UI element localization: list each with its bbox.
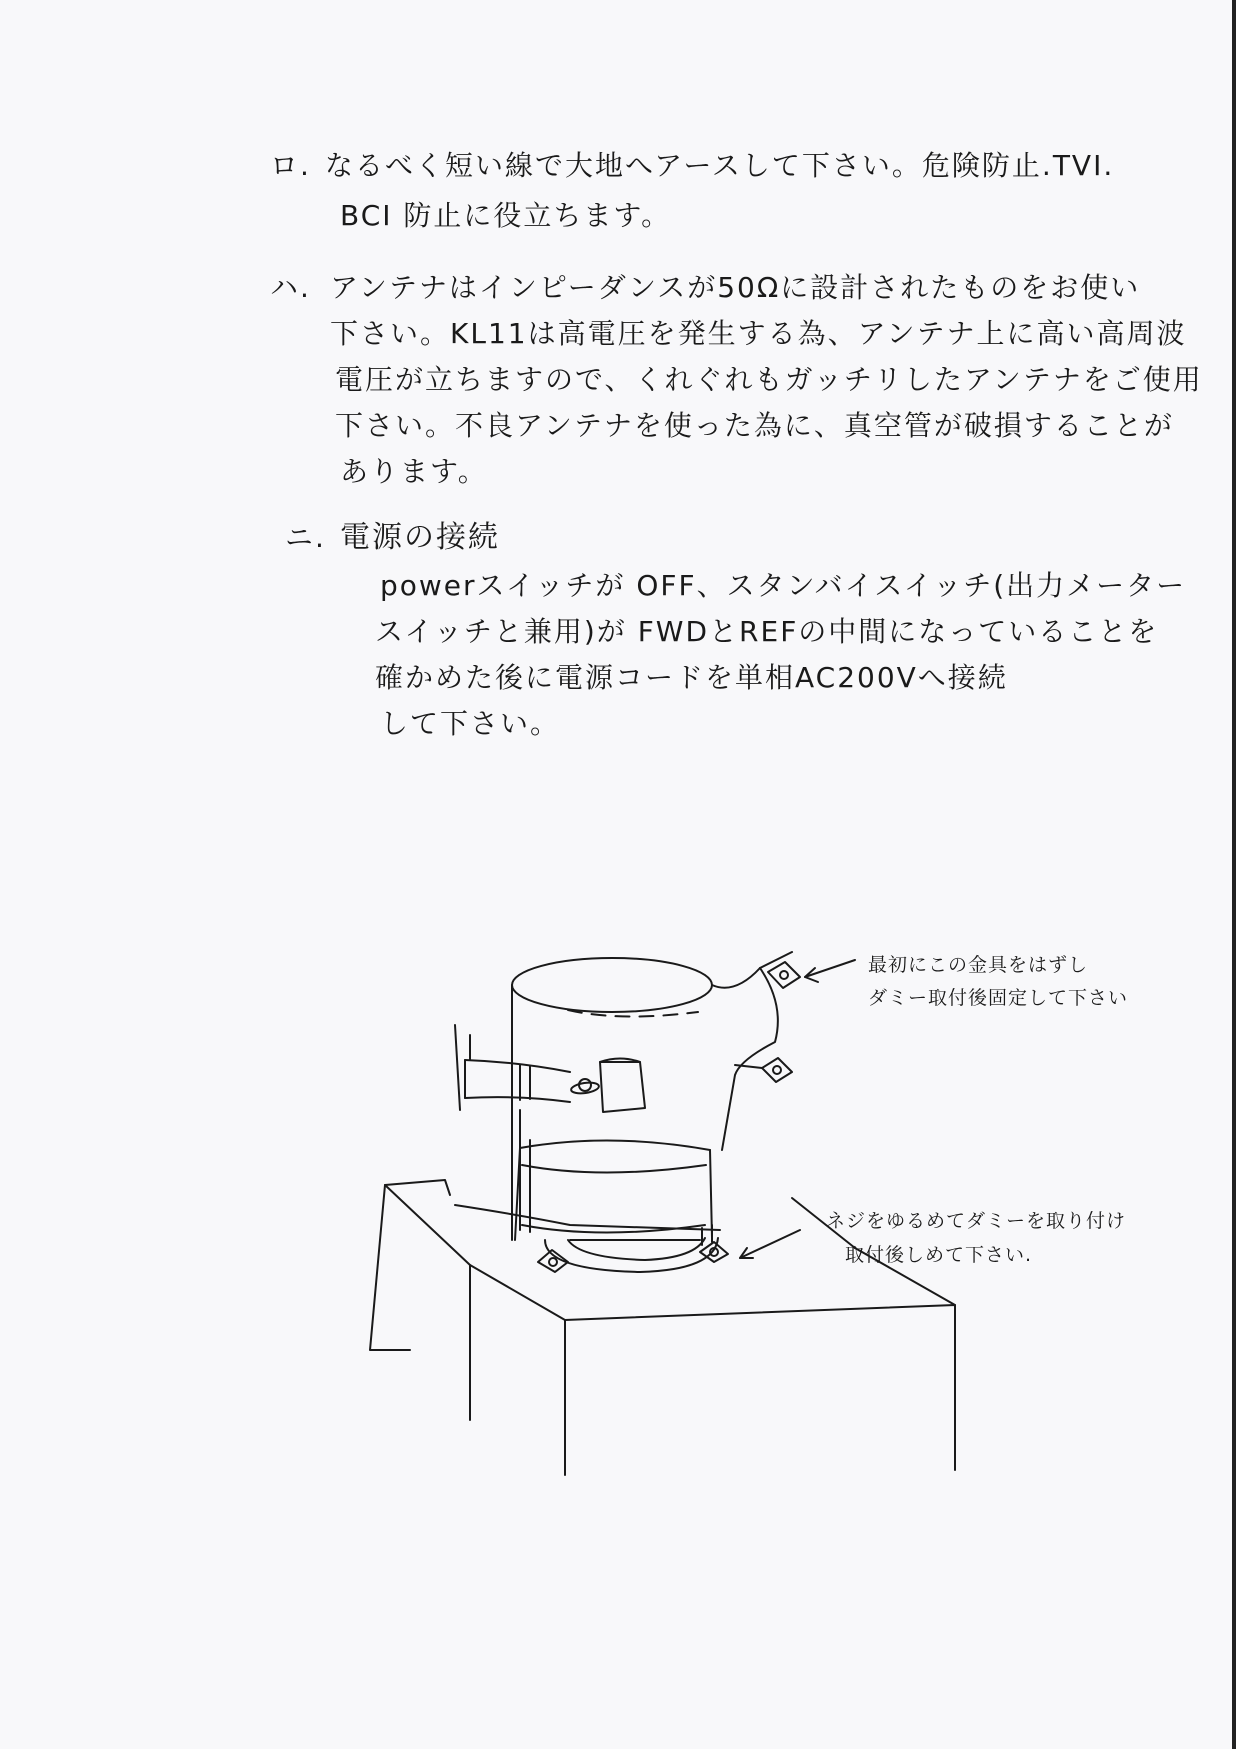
section-ha-line-2: 下さい。KL11は高電圧を発生する為、アンテナ上に高い高周波 xyxy=(330,317,1187,350)
section-ro-line-1: なるべく短い線で大地へアースして下さい。危険防止.TVI. xyxy=(325,149,1115,182)
section-ha-line-1: アンテナはインピーダンスが50Ωに設計されたものをお使い xyxy=(330,271,1141,304)
callout-1-line-1: 最初にこの金具をはずし xyxy=(868,954,1089,976)
section-ni-line-4: して下さい。 xyxy=(380,707,561,740)
section-ni-line-1: powerスイッチが OFF、スタンバイスイッチ(出力メーター xyxy=(380,569,1187,602)
section-ha-line-3: 電圧が立ちますので、くれぐれもガッチリしたアンテナをご使用 xyxy=(335,363,1203,396)
section-ni-marker: ニ. xyxy=(285,521,326,554)
section-ha-marker: ハ. xyxy=(270,271,311,304)
section-ro-line-2: BCI 防止に役立ちます。 xyxy=(340,199,672,232)
page-edge xyxy=(1232,0,1236,1749)
section-ni-line-3: 確かめた後に電源コードを単相AC200Vへ接続 xyxy=(375,661,1008,694)
section-ro-marker: ロ. xyxy=(270,149,311,182)
callout-2-line-1: ネジをゆるめてダミーを取り付け xyxy=(826,1210,1127,1232)
section-ha-line-5: あります。 xyxy=(340,455,488,488)
box-top-left-edge xyxy=(385,1180,450,1195)
callout-2-line-2: 取付後しめて下さい. xyxy=(845,1244,1033,1266)
callout-1-line-2: ダミー取付後固定して下さい xyxy=(868,987,1129,1009)
section-ni-title: 電源の接続 xyxy=(340,520,500,555)
section-ha-line-4: 下さい。不良アンテナを使った為に、真空管が破損することが xyxy=(335,409,1174,442)
section-ni-line-2: スイッチと兼用)が FWDとREFの中間になっていることを xyxy=(375,615,1159,648)
